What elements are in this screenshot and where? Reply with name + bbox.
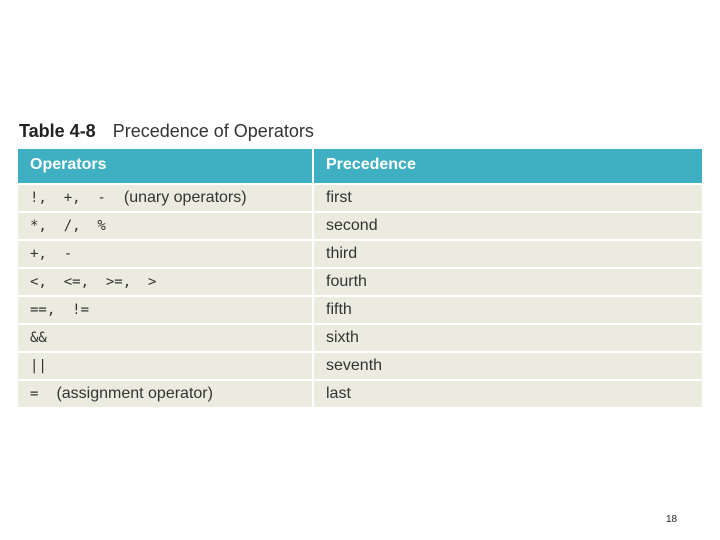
operators-text: <, <=, >=, > — [30, 274, 157, 290]
operators-cell — [18, 269, 312, 295]
table-row — [18, 241, 702, 267]
operators-text: *, /, % — [30, 218, 106, 234]
precedence-cell: seventh — [312, 353, 702, 379]
page-number: 18 — [666, 514, 678, 525]
operators-text: ==, != — [30, 302, 90, 318]
table-row — [18, 381, 702, 407]
header-precedence: Precedence — [312, 149, 702, 183]
operators-cell — [18, 213, 312, 239]
operators-text: && — [30, 330, 47, 346]
precedence-cell: second — [312, 213, 702, 239]
table-row — [18, 185, 702, 211]
precedence-cell: fifth — [312, 297, 702, 323]
table-caption — [19, 121, 314, 142]
table-row — [18, 297, 702, 323]
precedence-cell: fourth — [312, 269, 702, 295]
operators-text: !, +, - — [30, 190, 106, 206]
table-row — [18, 353, 702, 379]
precedence-cell: sixth — [312, 325, 702, 351]
operators-note: (unary operators) — [123, 189, 247, 206]
table-number: Table 4-8 — [19, 121, 96, 141]
operators-cell — [18, 325, 312, 351]
header-operators: Operators — [30, 156, 107, 173]
operators-cell — [18, 381, 312, 407]
operators-text: +, - — [30, 246, 73, 262]
operators-note: (assignment operator) — [56, 385, 213, 402]
precedence-cell: first — [312, 185, 702, 211]
operators-text: = — [30, 386, 39, 402]
precedence-cell: last — [312, 381, 702, 407]
operators-cell — [18, 297, 312, 323]
table-header-row — [18, 149, 702, 183]
operators-text: || — [30, 358, 47, 374]
table-title: Precedence of Operators — [112, 121, 314, 141]
table-body — [18, 185, 702, 407]
precedence-cell: third — [312, 241, 702, 267]
operators-cell — [18, 353, 312, 379]
precedence-table — [18, 149, 702, 407]
table-row — [18, 269, 702, 295]
operators-cell — [18, 185, 312, 211]
operators-cell — [18, 241, 312, 267]
table-row — [18, 325, 702, 351]
table-row — [18, 213, 702, 239]
